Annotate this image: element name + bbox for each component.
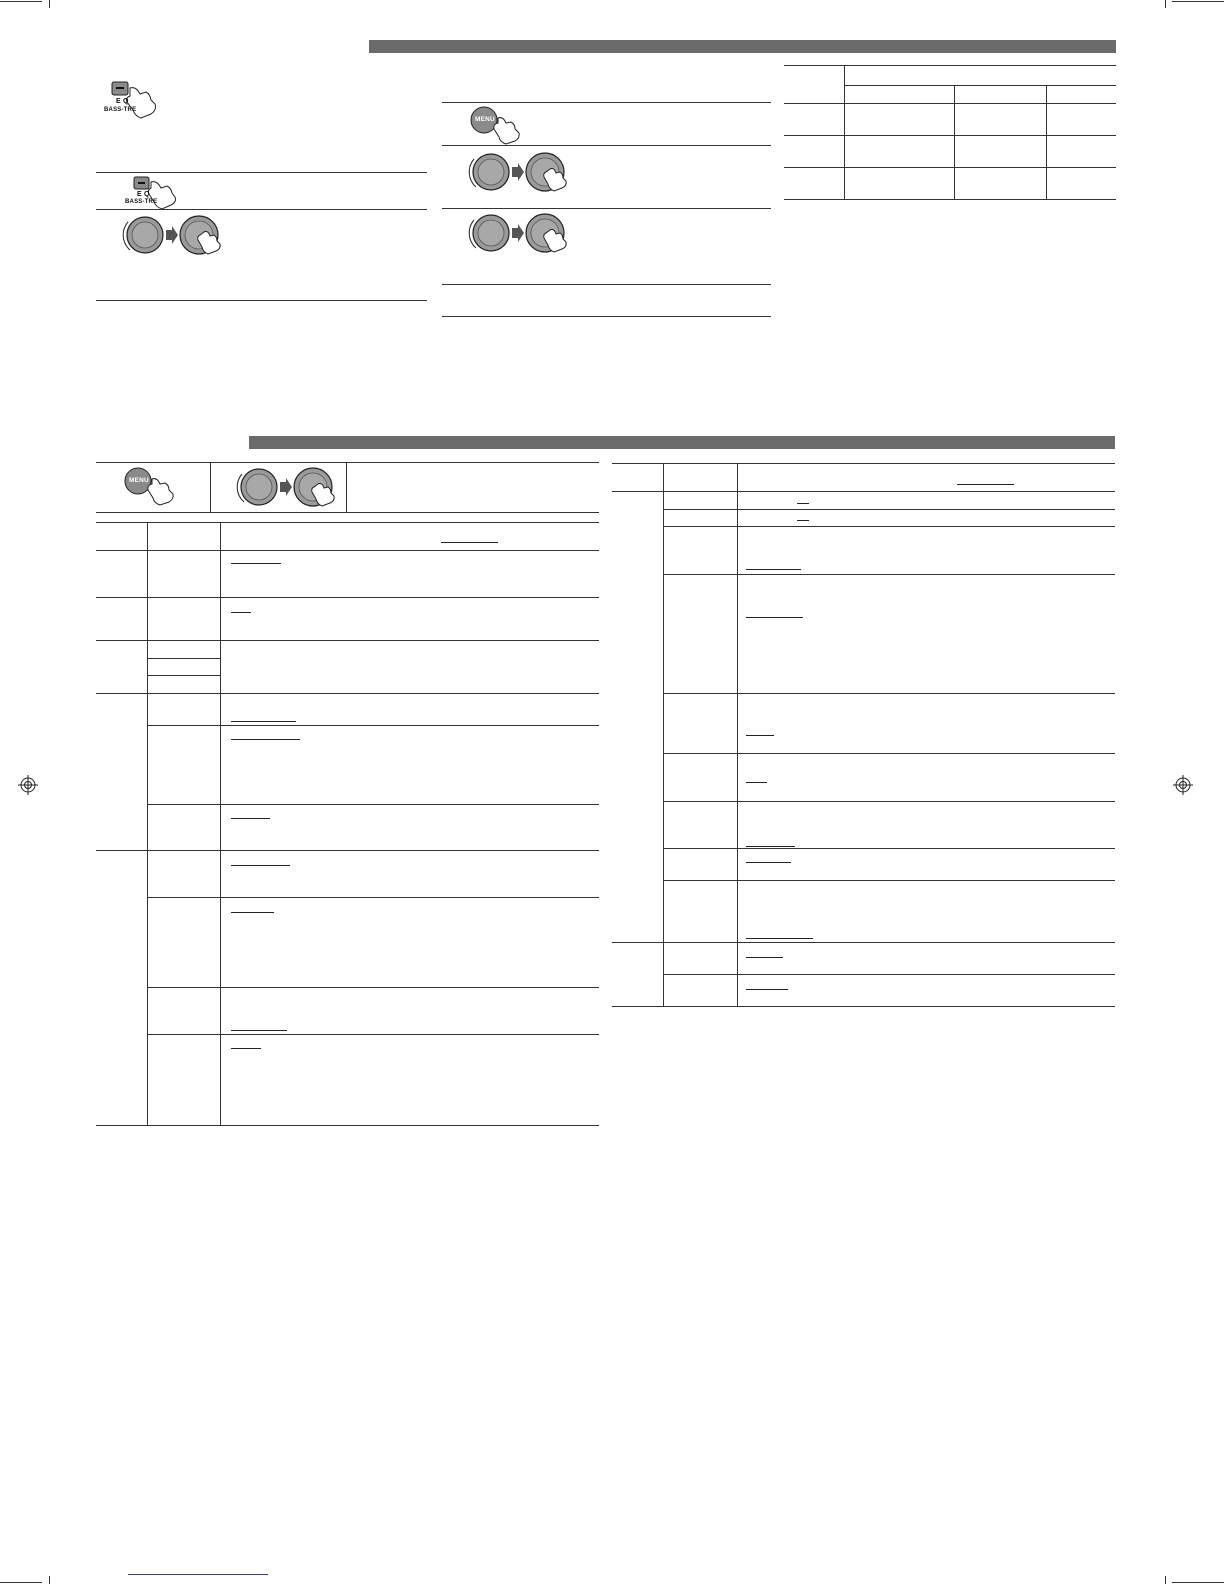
bass-treble-label: BASS-TRE [104,107,137,113]
crop-mark-bottom-right-v [1165,1576,1166,1584]
crop-mark-top-left-v [49,0,50,8]
menu-settings-table-right [612,463,1115,1008]
menu-settings-table-left [96,522,599,1126]
menu-button-icon [124,467,184,503]
menu-label: MENU [475,116,495,123]
crop-mark-bottom-right [1172,1582,1224,1583]
step-divider [442,208,771,209]
crop-mark-top-left [0,1,42,2]
menu-label: MENU [129,477,149,484]
step-divider [96,300,427,301]
step-divider [442,145,771,146]
eq-bass-treble-button-icon [104,80,164,120]
menu-step-top-rule [96,462,599,463]
step-divider [442,316,771,317]
section-header-bar-top [369,40,1116,53]
control-dial-turn-press-icon[interactable] [470,151,574,193]
crop-mark-top-right [1172,1,1224,2]
step-divider [96,209,427,210]
eq-bass-treble-button-a[interactable] [104,80,164,120]
crop-mark-top-right-v [1165,0,1166,8]
crop-mark-bottom-left-v [49,1576,50,1584]
eq-label: E Q [137,191,150,198]
control-dial-turn-press-icon[interactable] [124,214,228,256]
registration-crosshair-icon [1173,775,1193,795]
eq-bass-treble-button-icon [125,175,185,211]
step-divider [96,172,427,173]
control-dial-turn-press-icon[interactable] [238,466,342,508]
crop-mark-bottom-left [0,1582,42,1583]
eq-label: E Q [116,98,129,105]
section-header-bar-bottom [249,436,1115,449]
control-dial-turn-press-icon[interactable] [470,212,574,254]
footer-rule [128,1574,268,1575]
step-divider [442,284,771,285]
menu-button-icon [470,106,530,142]
registration-crosshair-icon [18,775,38,795]
step-divider [442,102,771,103]
eq-preset-table [784,65,1116,200]
eq-bass-treble-button-b[interactable] [125,175,185,211]
bass-treble-label: BASS-TRE [125,199,158,205]
menu-button-b[interactable] [124,467,184,503]
menu-button-a[interactable] [470,106,530,142]
menu-step-bottom-rule [96,512,599,513]
